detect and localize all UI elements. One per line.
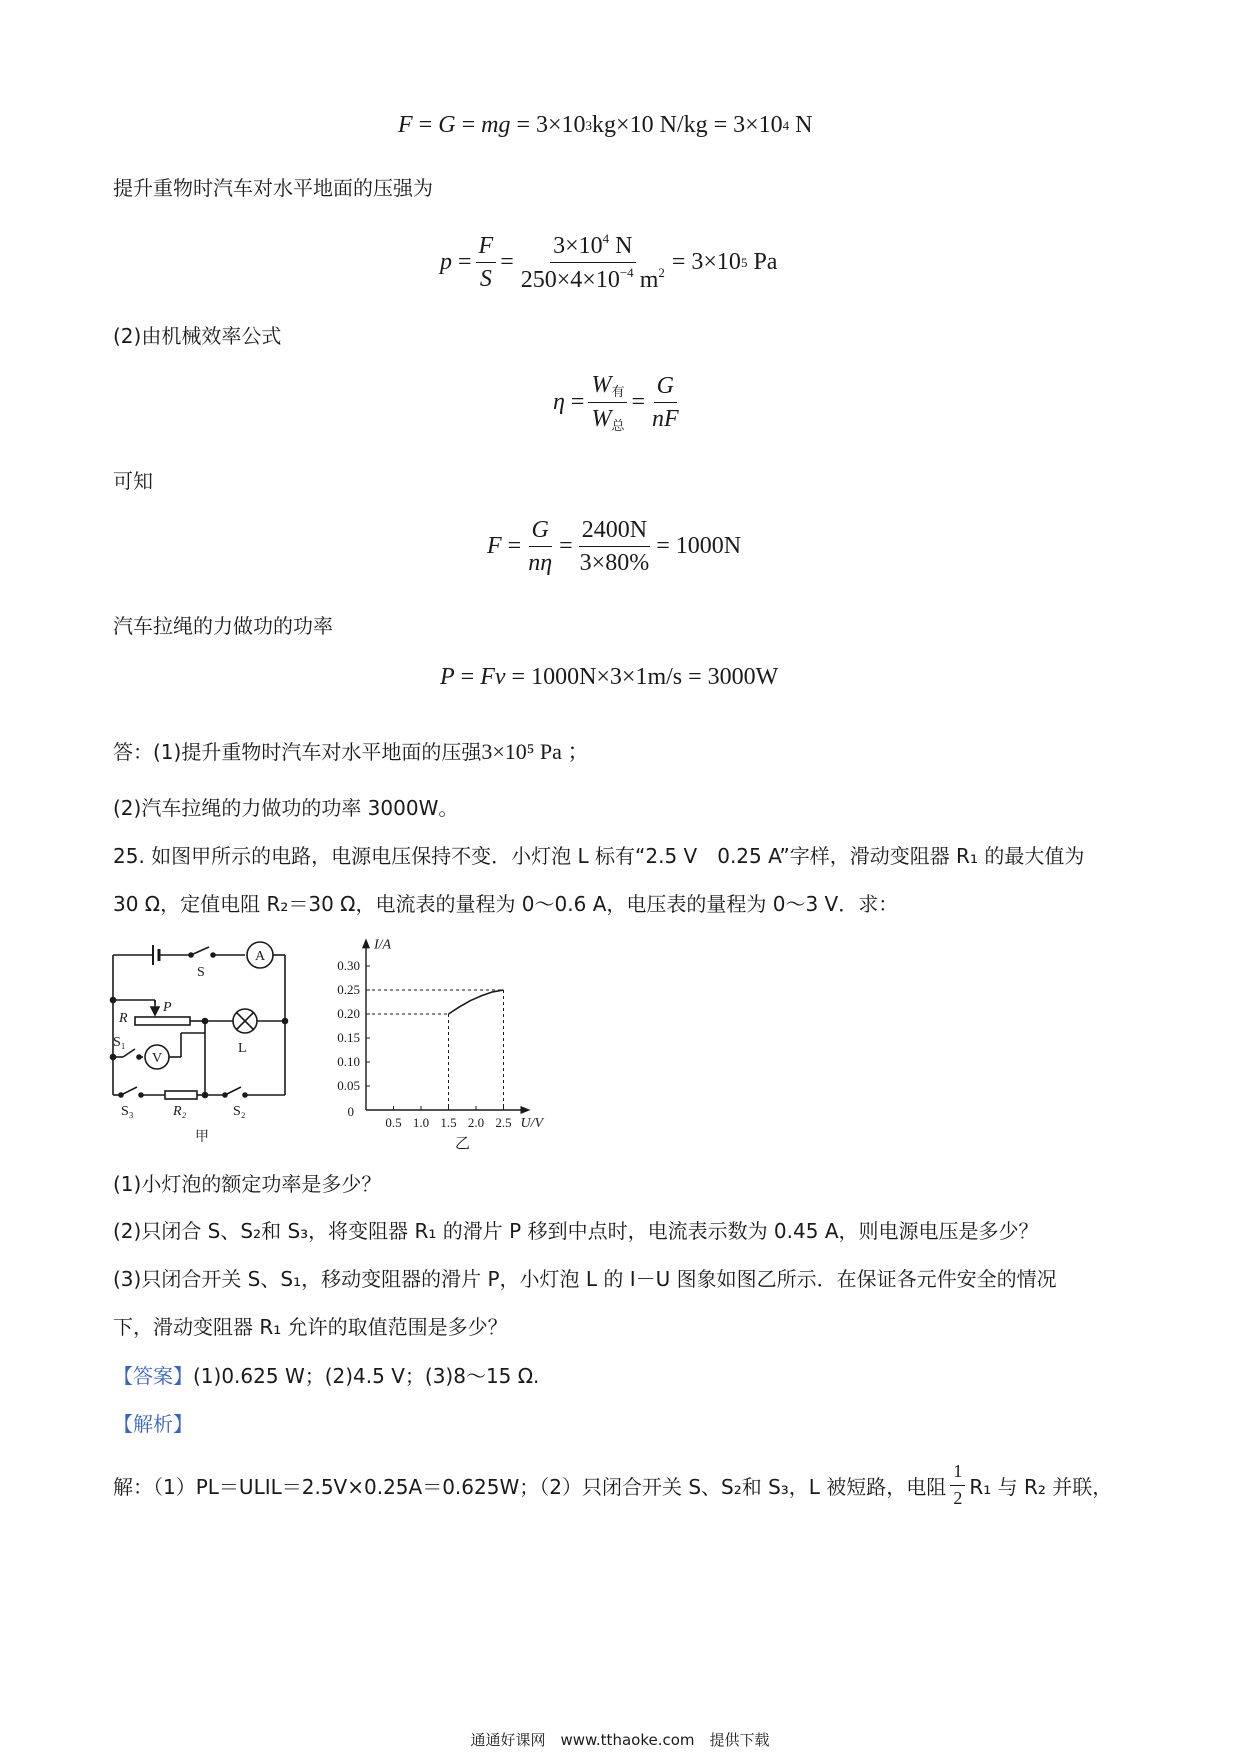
power-intro: 汽车拉绳的力做功的功率 <box>113 614 333 638</box>
answer-text: (1)0.625 W；(2)4.5 V；(3)8～15 Ω. <box>193 1364 540 1388</box>
x-tick-label: 1.0 <box>412 1115 430 1130</box>
answer-1 <box>113 735 589 766</box>
label-R: R <box>119 1011 128 1026</box>
x-tick-label: 2.0 <box>467 1115 485 1130</box>
y-tick-label: 0.25 <box>337 982 360 997</box>
x-axis-label: U/V <box>520 1116 544 1131</box>
label-S3: S₃ <box>121 1104 134 1119</box>
origin-label: 0 <box>347 1104 354 1119</box>
label-S1: S₁ <box>113 1035 126 1050</box>
sub-question-2: (2)只闭合 S、S₂和 S₃，将变阻器 R₁ 的滑片 P 移到中点时，电流表示数为 0.45 A，则电源电压是多少？ <box>113 1219 1039 1243</box>
sub-question-1: (1)小灯泡的额定功率是多少？ <box>113 1172 382 1196</box>
x-tick-label: 2.5 <box>495 1115 512 1130</box>
label-A: A <box>255 949 266 964</box>
circuit-diagram <box>105 935 305 1145</box>
y-tick-label: 0.05 <box>337 1078 360 1093</box>
iu-curve <box>449 990 504 1014</box>
answer-2: (2)汽车拉绳的力做功的功率 3000W。 <box>113 796 459 820</box>
y-tick-label: 0.10 <box>337 1054 360 1069</box>
pressure-intro: 提升重物时汽车对水平地面的压强为 <box>113 176 433 200</box>
power-equation: P = Fv = 1000N×3×1m/s = 3000W <box>440 664 779 690</box>
force-equation: F = $\frac{G}{n\eta}$ = $\frac{2400N}{3\times 80\%}$ = 1000N <box>487 517 742 577</box>
answer-1-text: 答：(1)提升重物时汽车对水平地面的压强 <box>113 740 482 764</box>
y-tick-label: 0.15 <box>337 1030 360 1045</box>
analysis-tag: 【解析】 <box>113 1412 193 1436</box>
half-fraction <box>950 1462 965 1509</box>
label-P: P <box>163 1000 172 1015</box>
efficiency-equation: η = $\frac{W_有}{W_总}$ = $\frac{G}{nF}$ <box>553 372 679 434</box>
kezhi-text: 可知 <box>113 469 153 493</box>
circuit-caption: 甲 <box>195 1130 209 1145</box>
y-tick-label: 0.20 <box>337 1006 360 1021</box>
solution-line <box>113 1462 1112 1509</box>
question-25-line-1: 25. 如图甲所示的电路，电源电压保持不变．小灯泡 L 标有“2.5 V 0.25 A”字样，滑动变阻器 R₁ 的最大值为 <box>113 844 1085 868</box>
x-tick-label: 1.5 <box>440 1115 457 1130</box>
label-R2: R₂ <box>173 1104 187 1119</box>
label-V: V <box>152 1051 163 1066</box>
half-denominator: 2 <box>953 1487 963 1508</box>
half-numerator: 1 <box>950 1462 965 1486</box>
x-tick-label: 0.5 <box>385 1115 402 1130</box>
y-axis-label: I/A <box>374 937 392 953</box>
answer-tag: 【答案】 <box>113 1364 193 1388</box>
pressure-equation: p = $\frac{F}{S}$ = $\frac{3\times 10^4 N}{250\times 4\times 10^{-4} m^2}$ = 3×10 5 Pa <box>440 231 778 294</box>
label-L: L <box>238 1041 247 1056</box>
solution-suffix: R₁ 与 R₂ 并联， <box>969 1474 1113 1499</box>
x-axis-arrow <box>521 1106 531 1114</box>
efficiency-intro: (2)由机械效率公式 <box>113 324 282 348</box>
answer-line <box>113 1360 539 1389</box>
label-S2: S₂ <box>233 1104 246 1119</box>
y-tick-label: 0.30 <box>337 958 360 973</box>
sub-question-3-line-1: (3)只闭合开关 S、S₁，移动变阻器的滑片 P，小灯泡 L 的 I－U 图象如图乙所示．在保证各元件安全的情况 <box>113 1267 1057 1291</box>
solution-prefix: 解：（1）PL＝ULIL＝2.5V×0.25A＝0.625W；（2）只闭合开关 S、S₂和 S₃，L 被短路，电阻 <box>113 1474 947 1499</box>
sub-question-3-line-2: 下，滑动变阻器 R₁ 允许的取值范围是多少？ <box>113 1315 508 1339</box>
answer-1-value: 3×10⁵ Pa ； <box>481 739 590 764</box>
question-25-line-2: 30 Ω，定值电阻 R₂＝30 Ω，电流表的量程为 0～0.6 A，电压表的量程为 0～3 V．求： <box>113 892 899 916</box>
y-axis-arrow <box>362 938 370 948</box>
iu-graph <box>330 930 590 1155</box>
weight-equation: F = G = mg = 3×10 3 kg×10 N/kg = 3×10 4 N <box>398 112 813 138</box>
page-footer: 通通好课网 www.tthaoke.com 提供下载 <box>470 1731 770 1749</box>
label-S: S <box>197 965 205 980</box>
graph-caption: 乙 <box>455 1136 471 1152</box>
